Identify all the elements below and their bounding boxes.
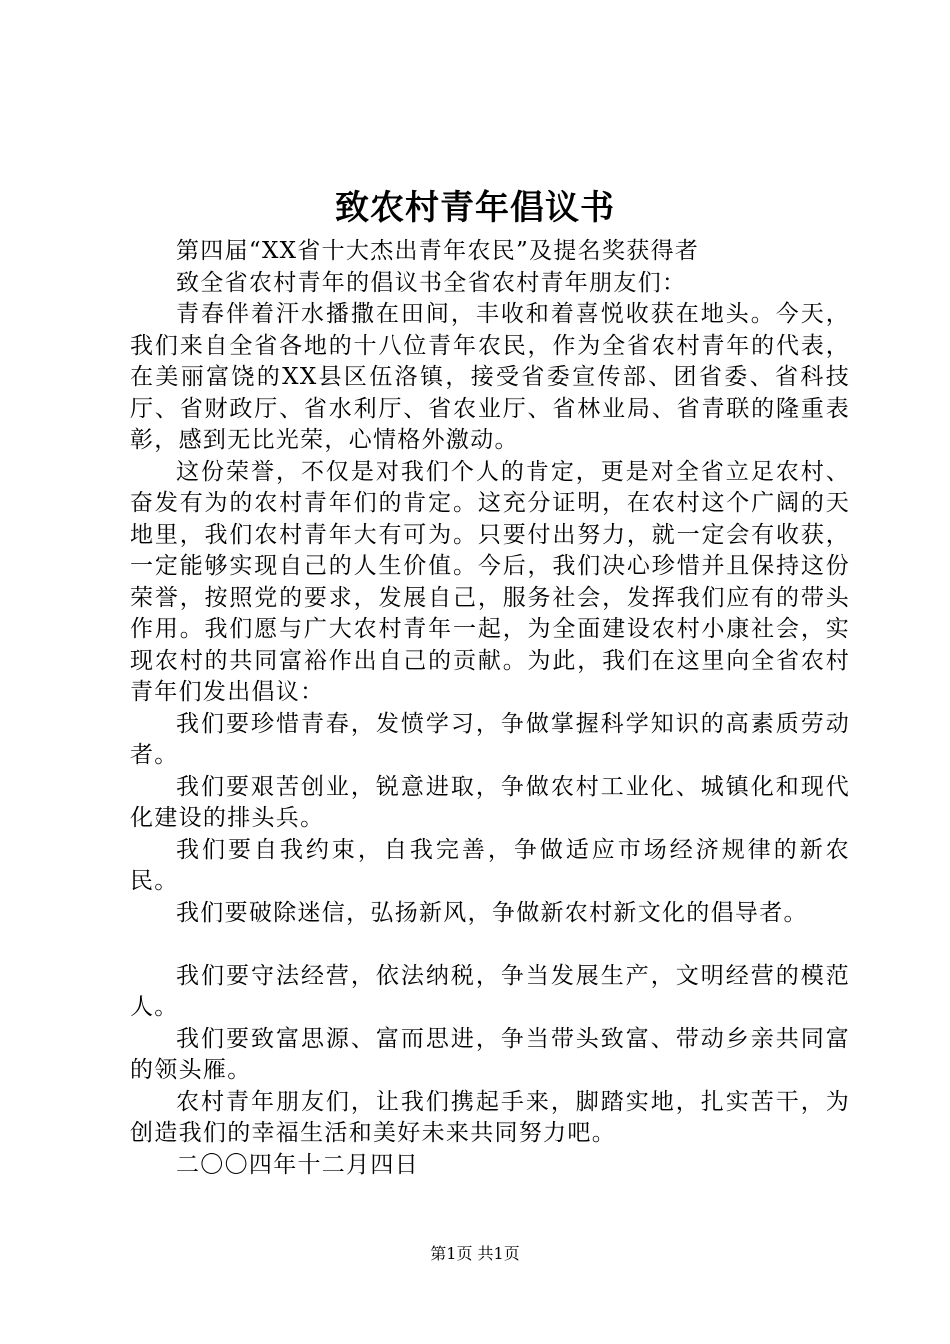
document-title: 致农村青年倡议书 [335,188,615,228]
paragraph-honor: 这份荣誉，不仅是对我们个人的肯定，更是对全省立足农村、奋发有为的农村青年们的肯定。这充分证明，在农村这个广阔的天地里，我们农村青年大有可为。只要付出努力，就一定会有收获，一定能够实现自己的人生价值。今后，我们决心珍惜并且保持这份荣誉，按照党的要求，发展自己，服务社会，发挥我们应有的带头作用。我们愿与广大农村青年一起，为全面建设农村小康社会，实现农村的共同富裕作出自己的贡献。为此，我们在这里向全省农村青年们发出倡议： [130,458,850,705]
paragraph-proposal-1: 我们要珍惜青春，发愤学习，争做掌握科学知识的高素质劳动者。 [130,710,850,768]
document-body [130,236,850,1181]
paragraph-proposal-3: 我们要自我约束，自我完善，争做适应市场经济规律的新农民。 [130,836,850,894]
paragraph-award-line: 第四届“XX省十大杰出青年农民”及提名奖获得者 [176,238,700,264]
paragraph-intro: 青春伴着汗水播撒在田间，丰收和着喜悦收获在地头。今天，我们来自全省各地的十八位青年农民，作为全省农村青年的代表，在美丽富饶的XX县区伍洛镇，接受省委宣传部、团省委、省科技厅、省财政厅、省水利厅、省农业厅、省林业局、省青联的隆重表彰，感到无比光荣，心情格外激动。 [130,301,850,453]
paragraph-salutation: 致全省农村青年的倡议书全省农村青年朋友们： [176,269,687,296]
paragraph-date: 二〇〇四年十二月四日 [176,1151,419,1178]
paragraph-proposal-4: 我们要破除迷信，弘扬新风，争做新农村新文化的倡导者。 [176,899,808,926]
page-number-footer: 第1页 共1页 [430,1244,520,1263]
paragraph-proposal-5: 我们要守法经营，依法纳税，争当发展生产，文明经营的模范人。 [130,962,850,1020]
paragraph-proposal-6: 我们要致富思源、富而思进，争当带头致富、带动乡亲共同富的领头雁。 [130,1025,850,1083]
paragraph-proposal-2: 我们要艰苦创业，锐意进取，争做农村工业化、城镇化和现代化建设的排头兵。 [130,773,850,831]
paragraph-closing: 农村青年朋友们，让我们携起手来，脚踏实地，扎实苦干，为创造我们的幸福生活和美好未来共同努力吧。 [130,1088,850,1146]
